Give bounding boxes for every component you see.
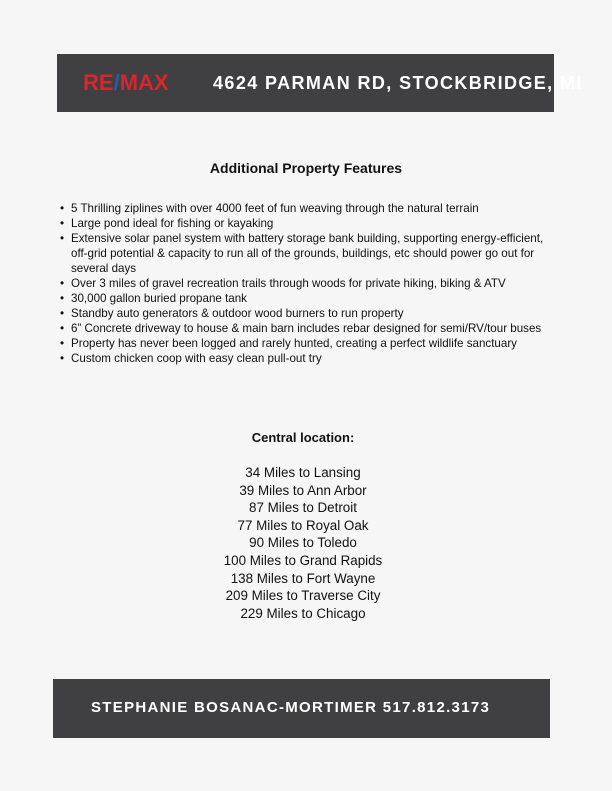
distance-list xyxy=(0,464,606,622)
feature-item: • 30,000 gallon buried propane tank xyxy=(71,291,551,306)
features-list xyxy=(71,201,551,366)
distance-item: 77 Miles to Royal Oak xyxy=(237,517,369,533)
distance-item: 229 Miles to Chicago xyxy=(240,605,366,621)
feature-item: • Over 3 miles of gravel recreation trails through woods for private hiking, biking & ATV xyxy=(71,276,551,291)
agent-contact: STEPHANIE BOSANAC-MORTIMER 517.812.3173 xyxy=(91,699,491,716)
distance-item: 209 Miles to Traverse City xyxy=(225,588,381,604)
footer-banner xyxy=(53,679,550,738)
distance-item: 100 Miles to Grand Rapids xyxy=(223,552,383,568)
feature-item: • Standby auto generators & outdoor wood burners to run property xyxy=(71,306,551,321)
property-address: 4624 PARMAN RD, STOCKBRIDGE, MI xyxy=(213,73,583,93)
logo-slash: / xyxy=(113,70,120,95)
feature-item: • 6” Concrete driveway to house & main barn includes rebar designed for semi/RV/tour buses xyxy=(71,321,551,336)
feature-item: • Property has never been logged and rarely hunted, creating a perfect wildlife sanctuary xyxy=(71,336,551,351)
logo-re: RE xyxy=(83,70,114,95)
remax-logo xyxy=(83,71,169,95)
logo-max: MAX xyxy=(119,70,169,95)
distance-item: 34 Miles to Lansing xyxy=(245,465,361,480)
feature-item: • 5 Thrilling ziplines with over 4000 feet of fun weaving through the natural terrain xyxy=(71,201,551,216)
header-banner xyxy=(57,54,583,112)
distance-item: 39 Miles to Ann Arbor xyxy=(239,482,367,498)
distance-item: 138 Miles to Fort Wayne xyxy=(230,570,376,586)
location-heading: Central location: xyxy=(251,430,355,445)
distance-item: 90 Miles to Toledo xyxy=(249,535,357,551)
distance-item: 87 Miles to Detroit xyxy=(249,500,357,516)
features-heading: Additional Property Features xyxy=(209,160,403,176)
feature-item: • Large pond ideal for fishing or kayaking xyxy=(71,216,551,231)
feature-item: • Custom chicken coop with easy clean pull-out try xyxy=(71,351,551,366)
feature-item: • Extensive solar panel system with battery storage bank building, supporting energy-efficient, off-grid potential & capacity to run all of the grounds, buildings, etc should power go out for several days xyxy=(71,231,551,276)
